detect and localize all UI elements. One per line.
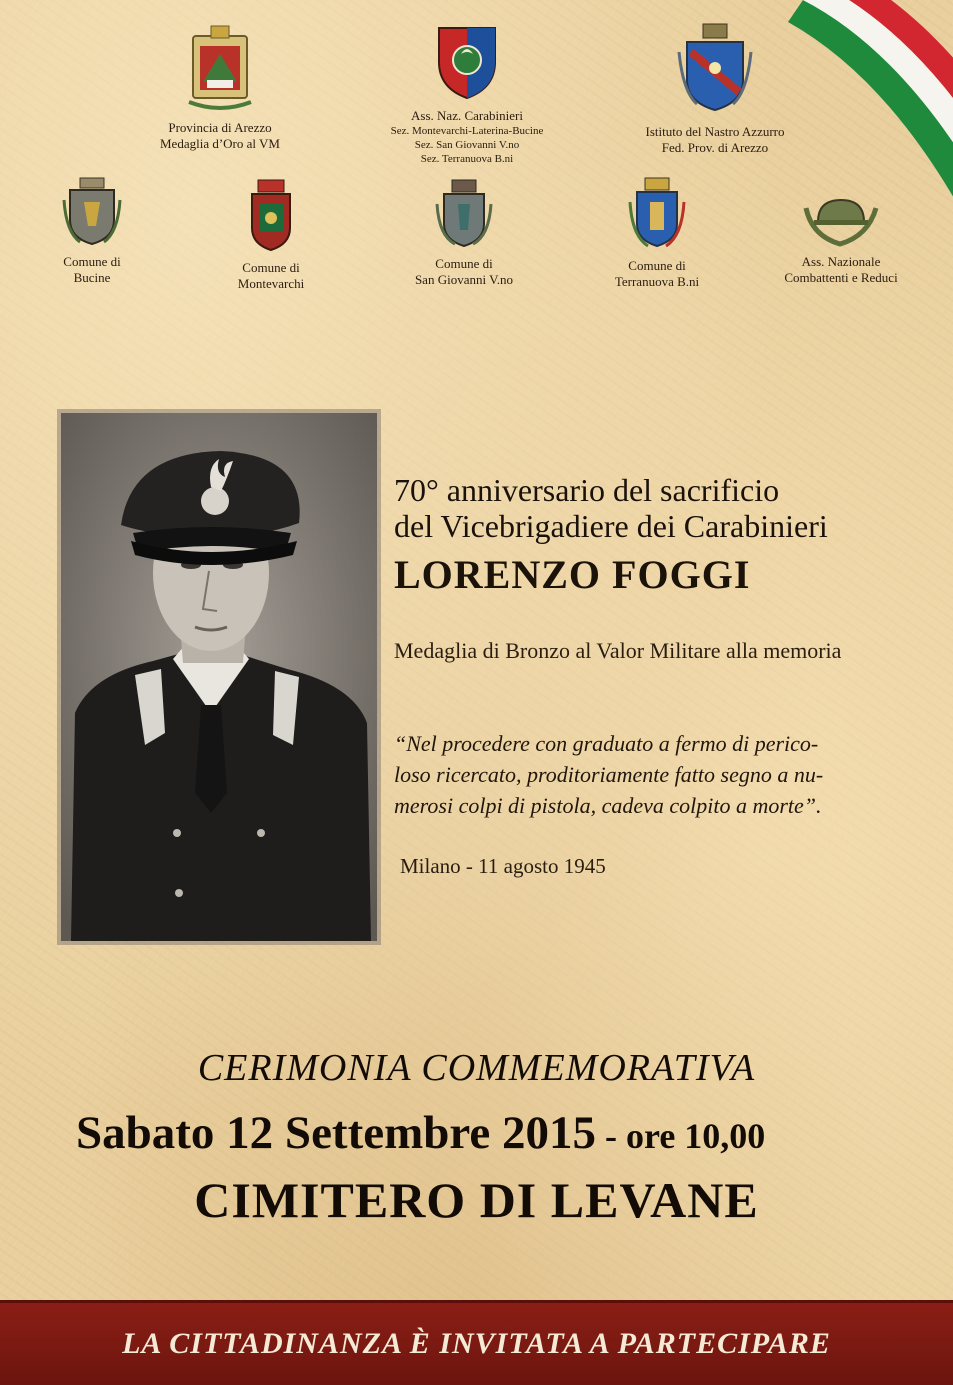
- helmet-wreath-icon: [802, 188, 880, 248]
- sponsor-provincia-arezzo: [140, 22, 300, 152]
- terranuova-crest-icon: [628, 176, 686, 252]
- honoree-name: LORENZO FOGGI: [394, 552, 751, 597]
- nastro-azzurro-crest-icon: [677, 22, 753, 118]
- sponsor-label: Comune di Terranuova B.ni: [614, 258, 700, 289]
- sponsor-combattenti-reduci: [770, 188, 912, 286]
- sponsor-label: Istituto del Nastro Azzurro Fed. Prov. di Arezzo: [645, 124, 785, 155]
- sponsor-carabinieri-association: [360, 22, 574, 166]
- san-giovanni-crest-icon: [435, 178, 493, 250]
- medal-citation: Medaglia di Bronzo al Valor Militare alla memoria: [394, 638, 842, 663]
- portrait-photo: [61, 413, 377, 941]
- sponsor-label: Comune di Montevarchi: [237, 260, 305, 291]
- sponsor-comune-bucine: [42, 176, 142, 286]
- invitation-text: LA CITTADINANZA È INVITATA A PARTECIPARE: [122, 1327, 831, 1360]
- event-day: Sabato 12 Settembre 2015: [76, 1107, 597, 1159]
- sponsor-comune-montevarchi: [212, 178, 330, 292]
- motivation-quote: “Nel procedere con graduato a fermo di perico- loso ricercato, proditoriamente fatto segno a nu- merosi colpi di pistola, cadeva colpito a morte”.: [394, 731, 824, 818]
- sponsor-label: Ass. Nazionale Combattenti e Reduci: [784, 254, 898, 285]
- memorial-title: [394, 472, 934, 600]
- montevarchi-crest-icon: [246, 178, 296, 254]
- sponsor-label: Provincia di Arezzo Medaglia d’Oro al VM: [160, 120, 280, 151]
- carabiniere-portrait-image: [61, 413, 377, 941]
- sponsor-comune-terranuova: [596, 176, 718, 290]
- sponsor-label: Comune di Bucine: [63, 254, 121, 285]
- event-venue: CIMITERO DI LEVANE: [194, 1172, 759, 1228]
- sponsor-nastro-azzurro: [620, 22, 810, 156]
- sponsor-sections: Sez. Montevarchi-Laterina-Bucine Sez. San Giovanni V.no Sez. Terranuova B.ni: [390, 125, 544, 165]
- event-date: [76, 1106, 765, 1160]
- anniversary-line: 70° anniversario del sacrificio: [394, 472, 780, 508]
- carabinieri-association-shield-icon: [435, 22, 499, 102]
- sponsor-label: Ass. Naz. Carabinieri: [411, 108, 523, 123]
- invitation-band: [0, 1300, 953, 1385]
- sponsor-comune-san-giovanni: [392, 178, 536, 288]
- place-and-date: Milano - 11 agosto 1945: [400, 854, 606, 878]
- provincia-arezzo-crest-icon: [185, 22, 255, 114]
- event-time: - ore 10,00: [596, 1116, 766, 1156]
- ceremony-heading: CERIMONIA COMMEMORATIVA: [197, 1047, 756, 1089]
- rank-line: del Vicebrigadiere dei Carabinieri: [394, 508, 828, 544]
- sponsor-label: Comune di San Giovanni V.no: [414, 256, 514, 287]
- bucine-crest-icon: [62, 176, 122, 248]
